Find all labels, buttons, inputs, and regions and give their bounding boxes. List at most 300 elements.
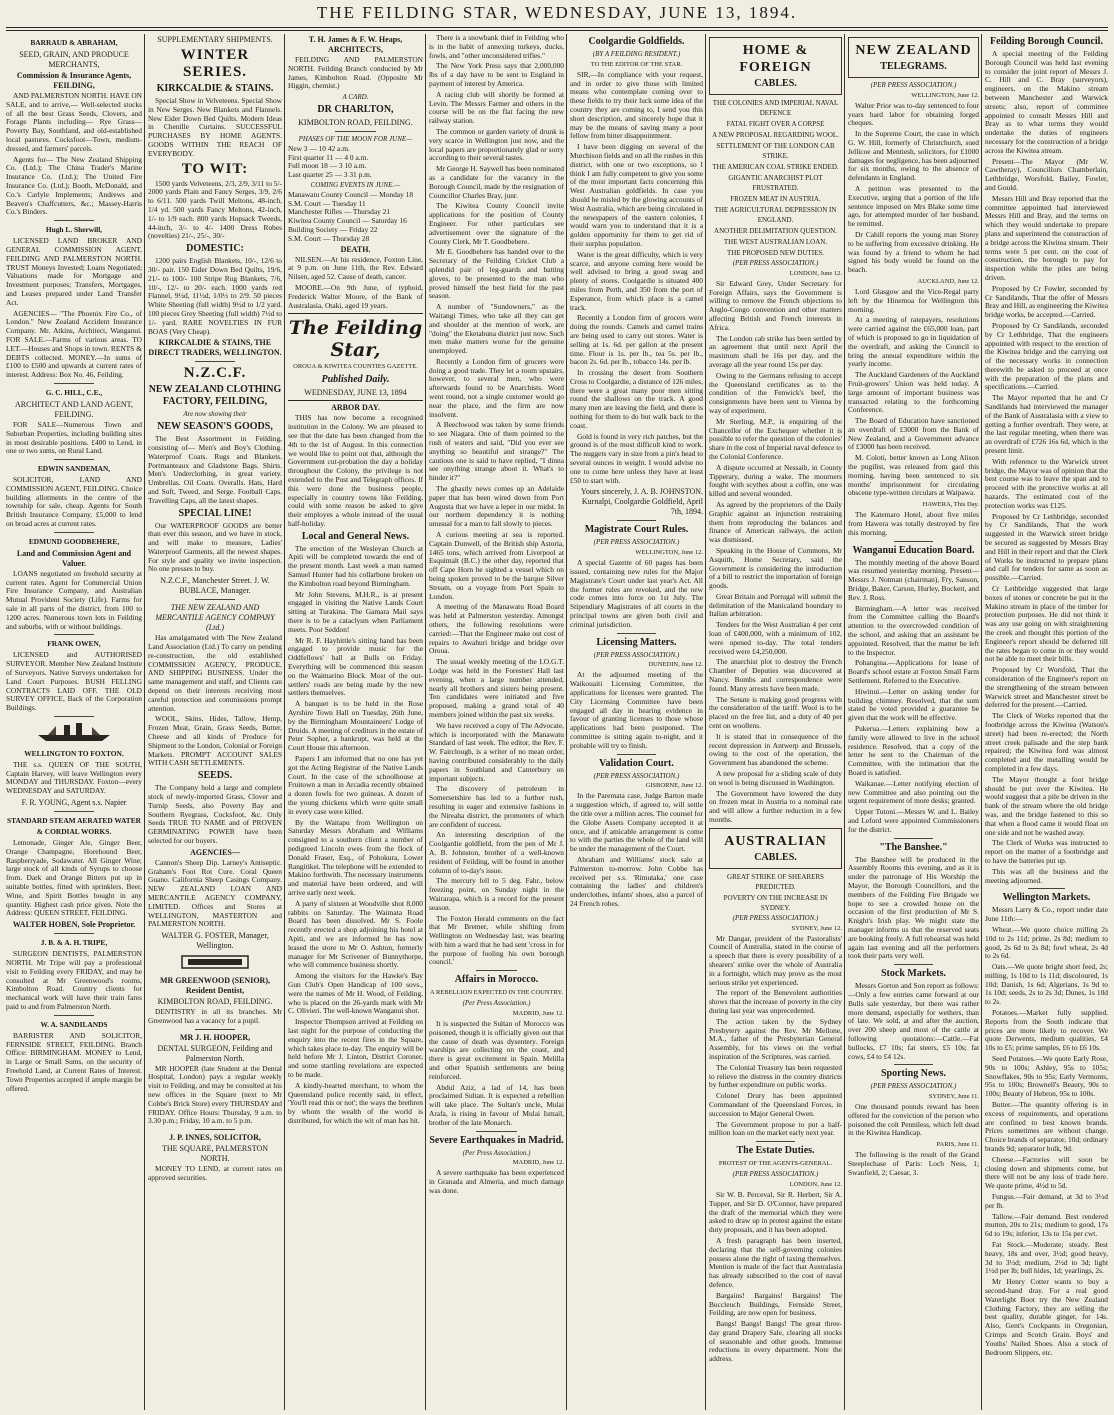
australian-source: (PER PRESS ASSOCIATION.) xyxy=(732,913,819,922)
nzcf-text: The Best Assortment in Feilding, consisting of— Men's and Boy's Clothing. Waterproof Coats. Rugs and Blankets. Portmanteaux and Gladstone Bags. Shirts. Men's Underclothing, in great variety. Umbrellas. Oil Coats. Overalls. Hats, Hard and Soft, Tweed, and Serge. Football Caps. Travelling Caps, all the latest shapes. xyxy=(148,434,282,505)
sporting-dateline: SYDNEY, June 11. xyxy=(928,1093,979,1101)
divider xyxy=(1028,888,1065,889)
borough-council-text: This was all the business and the meeting adjourned. xyxy=(985,866,1108,885)
wellington-markets-text: Seed Potatoes.—We quote Early Rose, 90s to 100s; Ashley, 95s to 105s; Snowflakes, 90s to 95s; Early Vermonts, 95s to 100s; Brownell's Beauty, 90s to 100s; Beauty of Hebron, 95s to 100s. xyxy=(985,1054,1108,1099)
coming-event-row: Kiwitea County Council — Saturday 16 xyxy=(288,216,407,226)
coming-events-title: COMING EVENTS IN JUNE.— xyxy=(310,180,401,189)
death-notice: MOORE.—On 9th June, of typhoid, Frederick Walter Moore, of the Bank of Australasia, Otaki, aged 19 years. xyxy=(288,282,423,310)
newspaper-title: The Feilding Star, xyxy=(288,317,423,362)
news-item: An interesting description of the Coolgardie goldfield, from the pen of Mr J. A. B. Johnston, brother of a well-known resident of Feilding, will be found in another column of to-day's issue. xyxy=(429,830,564,875)
wellington-markets-text: Potatoes.—Market fully supplied. Reports from the South indicate that prices are more likely to recover. We quote Derwents, medium qualities, £4 10s to £5; prime samples, £6 to £6 10s. xyxy=(985,1008,1108,1053)
cable-text: It is stated that in consequence of the recent depression in Antwerp and Brussels, owing to the cost of the operation, the Government has abandoned the scheme. xyxy=(709,731,842,768)
hooper-text: MR HOOPER (late Student at the Dental Hospital, London) pays a regular weekly visit to Feilding, and may be consulted at his new offices in the Square (next to Mr Cobbe's Brick Store) every THURSDAY and FRIDAY. Office Hours: Thursday, 9 a.m. to 3.30 p.m.; Friday, 10 a.m. to 5 p.m. xyxy=(148,1063,282,1126)
wellington-markets-text: Tallow.—Fair demand. Best rendered mutton, 20s to 21s; medium to good, 17s 6d to 19s; inferior, 13s to 15s per cwt. xyxy=(985,1211,1108,1239)
hooper-subtitle: DENTAL SURGEON, Feilding and Palmerston North. xyxy=(157,1043,273,1063)
ad-sherwill-title: Hugh L. Sherwill, xyxy=(45,225,103,235)
masthead-rule-bottom xyxy=(6,30,1108,31)
telegram-text: The Board of Education have sanctioned an overdraft of £3000 from the Bank of New Zealand, and a Government advance of £3000 has been received. xyxy=(848,416,979,452)
estate-duties-text: Bangs! Bangs! Bangs! The great three-day grand Drapery Sale, clearing all stocks of seasonable and other goods. Immense reductions in every department. Note the address. xyxy=(709,1319,842,1364)
morocco-text: Abdul Aziz, a lad of 14, has been proclaimed Sultan. It is expected a rebellion will take place. The Sultan's uncle, Mulai Arafa, is rising in favour of Mulai Ismail, brother of the late Monarch. xyxy=(429,1082,564,1127)
morocco-subtitle: A REBELLION EXPECTED IN THE COUNTRY. xyxy=(429,989,563,997)
news-item: The Kiwitea County Council invite applications for the position of County Engineer. For other particulars see advertisement over the signature of the County Clerk, Mr T. Goodbehere. xyxy=(429,201,564,246)
news-item: A curious meeting at sea is reported. Captain Dunwell, of the British ship Astoria, 1465 tons, which arrived from Liverpool at Esquimalt (B.C.) the other day, reported that off Cape Horn he sighted a vessel which on being spoken proved to be the barque Silver Stream, on a voyage from Port Spain to London. xyxy=(429,530,564,601)
dentist-sign-icon xyxy=(148,954,282,973)
divider xyxy=(476,1131,517,1132)
coolgardie-text: I have been digging on several of the Murchison fields and on all the rushes in this district, with one or two exceptions, so I think I am fully competent to give you some of the most important facts concerning this West Australian goldfields. In case you should be misled by the glowing accounts of West Australia, which are being circulated in the newspapers of the eastern colonies, I would warn you to understand that it is a golden opportunity for them to get rid of their surplus population. xyxy=(570,142,703,248)
validation-text: In the Paremata case, Judge Barton made a suggestion which, if agreed to, will settle the title over a million acres. The counsel for the Globe Assets Company accepted it at once, and if amicable arrangement is come to with the parties the whole of the land will be under the management of the Court. xyxy=(570,791,703,854)
cable-text: The Government have lowered the duty on frozen meat in Austria to a nominal rate and will allow a further reduction in a few months. xyxy=(709,788,842,825)
news-item: A Beechwood was taken by some friends to see Niagara. One of them pointed to the rush of waters and said, "Did you ever see anything so beautiful and strange?" The cautious one is said to have replied, "I dinna see onything strange aboot it. What's to hinder it?" xyxy=(429,420,564,483)
borough-council-text: Proposed by Cr Lethbridge, seconded by Cr Sandilands, That the work suggested in the Warwick street bridge be secured as suggested by Messrs Bray and Hill in their report and that the Clerk of Works be instructed to prepare plans and call for tenders for same as soon as possible.—Carried. xyxy=(985,511,1108,583)
coming-event-row: Building Society — Friday 22 xyxy=(288,224,378,234)
cable-text: Mr Sterling, M.P., is enquiring of the Chancellor of the Exchequer whether it is possible to refer the question of the colonies' share in the cost of Imperial naval defence to the Colonial Conference. xyxy=(709,416,842,461)
home-foreign-banner xyxy=(709,37,842,95)
earthquakes-text: A severe earthquake has been experienced in Granada and Almeria, and much damage was done. xyxy=(429,1168,564,1196)
architects-text: FEILDING AND PALMERSTON NORTH. Feilding Branch conducted by Mr James, Kimbolton Road. (Opposite Mr Higgin, chemist.) xyxy=(288,55,423,91)
ad-foxton-title: WELLINGTON TO FOXTON. xyxy=(24,748,124,758)
cable-headline: THE AMERICAN COAL STRIKE ENDED. xyxy=(712,163,839,171)
cable-headline: THE PROPOSED NEW DUTIES. xyxy=(726,249,825,257)
card-label: A CARD. xyxy=(342,93,369,102)
newspaper-subtitle: OROUA & KIWITEA COUNTIES GAZETTE. xyxy=(293,363,418,371)
telegram-text: A petition was presented to the Executive, urging that a portion of the life sentence imposed on Mrs Blake some time ago, for attempted murder of her husband, be remitted. xyxy=(848,183,979,229)
dr-charlton-address: KIMBOLTON ROAD, FEILDING. xyxy=(298,117,413,127)
divider xyxy=(54,933,95,934)
news-item: Mr E. Goodbehere has handed over to the Secretary of the Feilding Cricket Club a splendid pair of leg-guards and batting gloves, to be presented to the man who proved himself the best field for the past season. xyxy=(429,247,564,301)
news-item: A meeting of the Manawatu Road Board was held at Palmerston yesterday. Amongst others, the following resolutions were carried:—That the Engineer make out cost of repairs to Awahuri bridge and bridge over Oroua. xyxy=(429,602,564,656)
nzcf-sign: N.Z.C.F., Manchester Street. J. W. BUBLACE, Manager. xyxy=(160,576,270,596)
news-item: The discovery of petroleum in Somersetshire has led to a further rush, resulting in eager and extensive fashions in the Nireaha district, the promoters of which are confident of success. xyxy=(429,784,564,829)
morocco-source: (Per Press Association.) xyxy=(462,999,531,1008)
licensing-text: At the adjourned meeting of the Waikouaiti Licensing Committee, the applications for licenses were granted. The City Licensing Committee have been engaged all day in hearing evidence in favour of granting licenses to those whose applications had been postponed. The committee is sitting again to-night, and it probable will try to finish. xyxy=(570,670,703,750)
cables-dateline: LONDON, June 12. xyxy=(789,269,842,277)
hooper-title: MR J. H. HOOPER, xyxy=(179,1032,251,1042)
estate-duties-text: Bargains! Bargains! Bargains! The Buccleuch Buildings, Fernside Street, Feilding, are now open for business. xyxy=(709,1290,842,1318)
wellington-markets-title: Wellington Markets. xyxy=(1002,892,1091,904)
divider xyxy=(54,634,95,635)
dr-charlton-title: DR CHARLTON, xyxy=(317,103,394,115)
estate-duties-title: The Estate Duties. xyxy=(736,1145,815,1157)
telegrams-source: (PER PRESS ASSOCIATION.) xyxy=(870,81,957,89)
supplementary-label: SUPPLEMENTARY SHIPMENTS. xyxy=(157,35,273,44)
wanganui-board-text: Waikanae.—Letter notifying election of new Committee and also pointing out the urgent requirement of more desks; granted. xyxy=(848,778,979,806)
nzcf-heading: NEW ZEALAND CLOTHING FACTORY, FEILDING, xyxy=(148,384,282,408)
innes-text: MONEY TO LEND, at current rates on approved securities. xyxy=(148,1164,282,1182)
borough-council-text: Present—The Mayor (Mr W. Cawtheray), Councillors Chamberlain, Lethbridge, Worsfold, Bailey, Fowler, and Gould. xyxy=(985,156,1108,192)
column-5 xyxy=(566,34,703,1410)
coolgardie-title: Coolgardie Goldfields. xyxy=(588,36,685,47)
special-line-text: Our WATERPROOF GOODS are better than ever this season, and we have in stock, and will make to measure, Ladies' Waterproof Garments, all the newest shapes. For style and quality we invite inspection. No one presses to buy. xyxy=(148,520,282,574)
moon-phase-row: Full moon 18 — 3 10 a.m. xyxy=(288,161,367,171)
cable-headline: GREAT STRIKE OF SHEARERS PREDICTED. xyxy=(727,872,824,891)
divider xyxy=(288,400,423,401)
news-item: Mr George H. Saywell has been nominated as a candidate for the vacancy in the Borough Council, made by the resignation of Councillor Charles Bray, junr. xyxy=(429,164,564,200)
sporting-dateline: PARIS, June 11. xyxy=(936,1141,979,1149)
telegram-text: Lord Glasgow and the Vice-Regal party left by the Hinemoa for Wellington this morning. xyxy=(848,286,979,314)
borough-council-text: A special meeting of the Feilding Borough Council was held last evening to consider the joint report of Messrs J. C. Hill and C. Bray (surveyors), engineers, on the Makino stream between Manchester and Warwick streets; also, report of committee appointed to consult Messrs Hill and Bray as to what terms they would undertake the duties of engineers necessary for the construction of a bridge across the Kiwitea stream. xyxy=(985,49,1108,155)
borough-council-text: Proposed by Cr Worsfold, That the consideration of the Engineer's report on the strengthening of the stream between Warwick street and Manchester street be deferred for the present.—Carried. xyxy=(985,665,1108,710)
divider xyxy=(54,220,95,221)
local-news-text: Papers I am informed that no one has yet got the Acting Registrar of the Native Lands Court. In the case of the schoolhouse at Fruitown a man in Arcadia recently obtained a dozen fowls for two guineas. A dozen of the young chickens which were quite small in every case were killed. xyxy=(288,754,423,816)
cable-headline: FROZEN MEAT IN AUSTRIA. xyxy=(730,195,821,203)
cable-text: Owing to the Germans refusing to accept the Queensland certificates as to the condition of the Fenwick's beef, the consignments have been sent to Vienna by way of experiment. xyxy=(709,370,842,415)
page-columns xyxy=(6,34,1108,1410)
ad-foxton-text: THE s.s. QUEEN OF THE SOUTH, Captain Harvey, will leave Wellington every MONDAY and THURSDAY. Foxton—every WEDNESDAY and SATURDAY. xyxy=(6,759,142,796)
cable-text: A dispute occurred at Nessaib, in County Tipperary, during a wake. The mourners fought with scythes about a coffin, one was killed and several wounded. xyxy=(709,462,842,499)
borough-council-title: Feilding Borough Council. xyxy=(990,36,1103,47)
moon-phase-row: Last quarter 25 — 3 31 p.m. xyxy=(288,170,372,180)
ad-owen-text: LICENSED and AUTHORISED SURVEYOR. Member New Zealand Institute of Surveyors. Native Surveys undertaken for Land Court Purposes. BUSH FELLING CONTRACTS LAID OFF. THE OLD SURVEY OFFICE, Back of the Corporation Buildings. xyxy=(6,650,142,713)
ad-sherwill-text: LICENSED LAND BROKER AND GENERAL COMMISSION AGENT, FEILDING AND PALMERSTON NORTH. TRUST Moneys Invested; Loans Negotiated; Valuations made for Mortgage and Investment purposes; Transfers, Mortgages, and Leases prepared under Land Transfer Act. xyxy=(6,236,142,307)
ad-sandeman-text: SOLICITOR, LAND AND COMMISSION AGENT, FEILDING. Choice building allotments in the centre of the township for sale, cheap. Agents for South British Insurance Company. £5,000 to lend on broad acres at current rates. xyxy=(6,475,142,529)
morocco-dateline: MADRID, June 12. xyxy=(512,1010,564,1018)
steamship-icon xyxy=(6,720,142,745)
column-7 xyxy=(844,34,979,1410)
special-line-title: SPECIAL LINE! xyxy=(178,507,252,519)
licensing-source: (PER PRESS ASSOCIATION.) xyxy=(593,650,680,659)
wanganui-board-text: Birmingham.—A letter was received from the Committee calling the Board's attention to the overcrowded condition of the school, and asking that an assistant be appointed. Resolved, that the matter be left to the Inspector. xyxy=(848,603,979,657)
validation-dateline: GISBORNE, June 12. xyxy=(645,782,703,790)
home-foreign-title: HOME & FOREIGN xyxy=(739,43,812,75)
news-item: There is a snowbank thief in Feilding who is in the habit of annexing turkeys, ducks, fowls, and "other unconsidered trifles." xyxy=(429,34,564,60)
telegram-text: The Auckland Gardeners of the Auckland Fruit-growers' Union was held today. A large amount of important business was transacted relating to the forthcoming Conference. xyxy=(848,370,979,415)
divider xyxy=(195,599,235,600)
telegrams-label: TELEGRAMS. xyxy=(880,61,947,72)
estate-duties-text: Sir W. B. Perceval, Sir R. Herbert, Sir A. Tupper, and Sir D. O'Connor, have prepared the draft of the memorial which they were asked to draw up in protest against the estate duty proposals, and it has been adopted. xyxy=(709,1189,842,1235)
coolgardie-byline: (BY A FEILDING RESIDENT.) xyxy=(592,50,681,58)
ad-goodbehere-text: LOANS negotiated on freehold security at current rates. Agent for Commercial Union Fire Insurance Company, and Australian Mutual Provident Society (Life). Farms for sale in all parts of the district, from 100 to 1200 acres. Numerous town lots in Feilding and suburbs, with or without buildings. xyxy=(6,568,142,631)
telegrams-dateline: HAWERA, This Day. xyxy=(922,501,979,509)
ad-owen-title: FRANK OWEN, xyxy=(47,639,101,649)
morocco-title: Affairs in Morocco. xyxy=(454,974,539,986)
ad-goodbehere-subtitle: Land and Commission Agent and Valuer. xyxy=(16,548,132,568)
borough-council-text: The Clerk of Works reported that the footbridge across the Kiwitea (Watson's street) had been re-erected; the North street creek palisade and the step bank repaired; the Kiwitea ford was almost completed and the metalling would be completed in a few days. xyxy=(985,711,1108,773)
wanganui-board-text: The monthly meeting of the above Board was resumed yesterday morning. Present—Messrs J. Notman (chairman), Fry, Sanson, Bridge, Baker, Carson, Hurley, Bockett, and Rev. J. Ross. xyxy=(848,557,979,602)
earthquakes-source: (Per Press Association.) xyxy=(462,1148,531,1157)
cable-text: The anarchist plot to destroy the French Chamber of Deputies was discovered at Nancy. Bombs and correspondence were found. Many arrests have been made. xyxy=(709,657,842,693)
masthead: THE FEILDING STAR, WEDNESDAY, JUNE 13, 1894. xyxy=(316,3,798,22)
masthead-rule-top xyxy=(6,27,1108,28)
agencies-sign: WALTER G. FOSTER, Manager, Wellington. xyxy=(161,931,269,951)
cable-text: Speaking in the House of Commons, Mr Asquith, Home Secretary, said the Government is considering the introduction of a bill to restrict the importation of foreign goods. xyxy=(709,545,842,591)
published-daily: Published Daily. xyxy=(321,374,390,386)
to-wit-text: 1500 yards Velveteens, 2/3, 2/9, 3/11 to 5/- 2000 yards Plain and Fancy Serges, 3/9, 2/6 to 6/11. 500 yards Twill Meltons, 48-inch, 1/4 yd. 500 yards Fancy Meltons, 42-inch, 1/- to 1/9 each. 800 yards Hopsack Tweeds, 44-inch, 3/- to 4/- 1400 Dress Robes (novelties) 21/-, 25/-, 30/- xyxy=(148,178,282,241)
cable-text: The London cab strike has been settled by an agreement that until next April the maximum shall be 16s per day, and the average all the year round 15s per day. xyxy=(709,333,842,369)
nzcf-title: N.Z.C.F. xyxy=(183,365,247,382)
nz-telegrams-banner xyxy=(848,37,979,78)
local-news-text: A kindly-hearted merchant, to whom the Queensland police recently said, in effect, 'You'll read this or not'; the ways the brethren by whom the wealth of the world is distributed, for which the wit of man has hit. xyxy=(288,1080,423,1125)
local-news-text: Mr R. F. Hayhittle's sitting hand has been engaged to provide music for the Oddfellows' ball at Bulls on Friday. Everything will be commenced this season on the Waimarino Block. Most of the out-settlers' roads are being made by the new settlers themselves. xyxy=(288,635,423,698)
divider xyxy=(894,541,933,542)
cable-text: Sir Edward Grey, Under Secretary for Foreign Affairs, says the Government is willing to remove the French objections to Anglo-Congo convention and other matters affecting British and French interests in Africa. xyxy=(709,278,842,332)
nzmla-title: THE NEW ZEALAND AND MERCANTILE AGENCY COMPANY (Ltd.) xyxy=(155,603,275,633)
divider xyxy=(894,838,933,839)
coming-event-row: Manchester Rifles — Thursday 21 xyxy=(288,207,391,217)
moon-phases-title: PHASES OF THE MOON FOR JUNE— xyxy=(298,134,413,143)
morocco-text: It is suspected the Sultan of Morocco was poisoned, though it is officially given out that the cause of death was dysentery. Foreign warships are collecting on the coast, and there is great excitement in Spain. Melilla and other Spanish settlements are being reinforced. xyxy=(429,1019,564,1081)
divider xyxy=(756,1141,796,1142)
stock-markets-text: Messrs Gorton and Son report as follows:—Only a few entries came forward at our Bulls sale yesterday, but there was rather more demand, especially for wethers, than of late. We sold, at and after the auction, over 200 sheep and most of the cattle at following quotations:—Cattle.—Fat bullocks, £7 10s; fat steers, £5 10s; fat cows, £4 to £4 12s. xyxy=(848,981,979,1061)
local-news-text: Mr John Stevens, M.H.R., is at present engaged in visiting the Native Lands Court sitting at Turakina. The Gamara Mail says there is to be a cataclysm when Parliament meets. Poor Seddon! xyxy=(288,589,423,634)
magistrate-title: Magistrate Court Rules. xyxy=(584,524,689,536)
divider xyxy=(195,1029,235,1030)
borough-council-text: The Mayor reported that he and Cr Sandilands had interviewed the manager of the Bank of Australasia with a view to getting a further overdraft. They were, at the last regular meeting, when there was an overdraft of £726 16s 6d, which is the present limit. xyxy=(985,393,1108,456)
news-item: The ghastly news comes up an Adelaide paper that has been wired down from Port Augusta that we have a leper in our midst. In our northern dependency it is nothing unusual for a man to fall slowly to pieces. xyxy=(429,484,564,529)
moon-phase-row: New 3 — 10 42 a.m. xyxy=(288,143,350,153)
cable-headline: FATAL FIGHT OVER A CORPSE xyxy=(726,120,825,128)
cable-headline: THE WEST AUSTRALIAN LOAN. xyxy=(723,238,828,246)
cable-headline: SETTLEMENT OF THE LONDON CAB STRIKE. xyxy=(716,142,835,160)
australian-text: Colonel Drury has been appointed Commandant of the Queensland Forces, in succession to Major General Owen. xyxy=(709,1091,842,1118)
column-2 xyxy=(144,34,282,1410)
ad-tripe-title: J. B. & A. H. TRIPE, xyxy=(40,938,108,948)
coolgardie-text: Water is the great difficulty, which is very scarce, and anyone coming here would be well advised to bring a good swag and plenty of stores. Coolgardie is situated 400 miles from Perth, and 350 from the port of Esperance, from which place is a camel track. xyxy=(570,249,703,312)
borough-council-text: Proposed by Cr Sandilands, seconded by Cr Lethbridge, That the engineers appointed with respect to the erection of the Kiwitea bridge and the carrying out of the necessary works in connection therewith be asked to proceed at once with the preparation of the plans and specifications.—Carried. xyxy=(985,320,1108,392)
australian-text: Mr Dangar, president of the Pastoralists' Council of Australia, stated in the course of a speech that there is every possibility of a shearers' strike over the whole of Australia in a fortnight, which may prove as the most serious strike yet experienced. xyxy=(709,933,842,987)
coolgardie-text: SIR,—In compliance with your request, and in order to give those with limited means who contemplate coming over to these fields to try their luck some idea of the country they are coming to, I send you this short description, and sincerely hope that it may be the means of saving many a poor fellow from bitter disappointment. xyxy=(570,69,703,141)
column-4 xyxy=(425,34,564,1410)
estate-duties-subtitle: PROTEST OF THE AGENTS-GENERAL. xyxy=(718,1160,833,1168)
telegram-text: Dr Cahill reports the young man Storey to be suffering from excessive drinking. He was found by a friend to whom he had signed his body would be found on the beach. xyxy=(848,229,979,275)
coolgardie-text: Gold is found in very rich patches, but the ground is of the most difficult kind to work. The nuggets vary in size from a pin's head to several ounces in weight. I would advise no one to come here unless they have at least £50 to start with. xyxy=(570,431,703,485)
magistrate-source: (PER PRESS ASSOCIATION.) xyxy=(593,538,680,547)
nzcf-season: NEW SEASON'S GOODS, xyxy=(157,421,273,433)
arbor-day-title: ARBOR DAY. xyxy=(331,403,380,413)
sporting-text: The following is the result of the Grand Steeplechase of Paris: Loch Ness, 1; Swanfield, 2; Caesar, 3. xyxy=(848,1150,979,1177)
coolgardie-sign: Yours sincerely, J. A. B. JOHNSTON. Kurnalpi, Coolgardie Goldfield, April 7th, 1894. xyxy=(580,487,703,517)
validation-title: Validation Court. xyxy=(599,757,674,769)
validation-source: (PER PRESS ASSOCIATION.) xyxy=(593,771,680,780)
divider xyxy=(894,964,933,965)
divider xyxy=(894,1064,933,1065)
borough-council-text: With reference to the Warwick street bridge, the Mayor was of opinion that the best course was to leave the span and to proceed with the protective works at all hazards. The estimated cost of the protection works was £125. xyxy=(985,456,1108,510)
local-news-title: Local and General News. xyxy=(301,530,410,542)
australian-title: AUSTRALIAN xyxy=(724,833,827,849)
nz-telegrams-title: NEW ZEALAND xyxy=(855,43,972,58)
sporting-text: One thousand pounds reward has been offered for the conviction of the person who poisoned the colt Penniless, which fell dead in the Kiwitea Handicap. xyxy=(848,1102,979,1138)
cable-headline: GIGANTIC ANARCHIST PLOT FRUSTRATED. xyxy=(728,174,823,192)
licensing-title: Licensing Matters. xyxy=(596,636,677,648)
ad-barraud-subtitle: SEED, GRAIN, AND PRODUCE MERCHANTS, xyxy=(19,50,129,69)
seeds-text: The Company hold a large and complete stock of newly-imported Grass, Clover and Turnip Seeds, also Poverty Bay and Southern Ryegrass, Cocksfoot, &c. Only Seeds TRUE TO NAME and of PROVEN GERMINATING POWER have been selected for our buyers. xyxy=(148,783,282,846)
domestic-title: DOMESTIC: xyxy=(186,243,244,255)
divider xyxy=(54,459,95,460)
wellington-markets-text: Fungus.—Fair demand, at 3d to 3½d per lb. xyxy=(985,1192,1108,1210)
australian-text: The Government propose to put a half-million loan on the market early next year. xyxy=(709,1119,842,1138)
local-news-text: A banquet is to be held in the Rose Ayrshire Town Hall on Tuesday, 26th June, by the Birmingham Mountaineers' Lodge of Druids. A meeting of creditors in the estate of Peter Sopher, a bankrupt, was held at the Court House this afternoon. xyxy=(288,699,423,753)
cable-text: Great Britain and Portugal will submit the delimitation of the Manicaland boundary to Italian arbitration. xyxy=(709,591,842,619)
australian-cables-label: CABLES. xyxy=(754,851,797,863)
column-3 xyxy=(284,34,423,1410)
cables-label: CABLES. xyxy=(754,78,797,89)
ad-hill-title: G. C. HILL, C.E., xyxy=(45,387,103,397)
earthquakes-title: Severe Earthquakes in Madrid. xyxy=(429,1134,564,1146)
wellington-markets-text: Butter.—The quantity offering is in excess of requirements, and operations are confined to best known brands. Prices sometimes are without change. Choice brands of separator, 10d; ordinary brands 9d; separator bulk, 9d. xyxy=(985,1100,1108,1154)
banshee-text: The Banshee will be produced in the Assembly Rooms this evening, and as it is under the patronage of His Worship the Mayor, the Borough Councillors, and the members of the Feilding Fire Brigade we hope to see a crowded house on the occasion of the first production of Mr S. Knight's Irish play. We might state the manager informs us that the reserved seats are booking freely. A full rehearsal was held again last evening and all the performers took their parts very well. xyxy=(848,854,979,961)
local-news-text: A party of sixteen at Woodville shot 8,000 rabbits on Saturday. The Waimata Road Board has been dissolved. Mr S. Foole recently erected a shop adjoining his hotel at Apiti, and we are informed he has now leased the store to Mr O. Ashton, formerly manager for Mr Scrivener of Bunnythorpe, who will commence business shortly. xyxy=(288,898,423,970)
death-notice: NILSEN.—At his residence, Foxton Line, at 9 p.m. on June 11th, the Rev. Edward Nilsen, aged 52. Cause of death, cancer. xyxy=(288,254,423,282)
innes-address: THE SQUARE, PALMERSTON NORTH. xyxy=(161,1144,268,1164)
wanganui-board-text: Pohangina.—Applications for lease of Board's school estate at Foxton Small Farm Settlement. Referred to the Executive. xyxy=(848,658,979,686)
australian-banner xyxy=(709,828,842,869)
ad-barraud-title: BARRAUD & ABRAHAM, xyxy=(30,38,118,47)
borough-council-text: The Mayor thought a foot bridge should be put over the Kiwitea. He would suggest that a pile be driven in the bank of the stream where the old bridge was, and the bridge fastened to this so that when a flood came it would float on one side and not be washed away. xyxy=(985,774,1108,837)
ad-goodbehere-title: EDMUND GOODBEHERE, xyxy=(28,536,120,546)
cable-text: A new proposal for a sliding scale of duty on wool is being discussed in Washington. xyxy=(709,769,842,787)
ad-hill-text: FOR SALE—Numerous Town and Suburban Properties, including building sites in most desirable positions. £400 to Lend, in one or two sums, on Rural Land. xyxy=(6,419,142,456)
estate-duties-source: (PER PRESS ASSOCIATION.) xyxy=(732,1170,819,1179)
divider xyxy=(54,1015,95,1016)
ad-barraud-subtitle-2: Commission & Insurance Agents, FEILDING, xyxy=(16,71,132,90)
ad-aerated-title: STANDARD STEAM AERATED WATER & CORDIAL WORKS. xyxy=(7,816,141,837)
cable-headline: ANOTHER DELIMITATION QUESTION. xyxy=(714,227,837,235)
cables-source: (PER PRESS ASSOCIATION.) xyxy=(732,259,819,267)
divider xyxy=(195,1129,235,1130)
cable-text: Tenders for the West Australian 4 per cent loan of £400,000, with a minimum of 102, were opened to-day. The total tenders received were £4,250,000. xyxy=(709,620,842,656)
cable-headline: A NEW PROPOSAL REGARDING WOOL. xyxy=(712,131,839,139)
ad-foxton-sign: F. R. YOUNG, Agent s.s. Napier xyxy=(21,798,127,808)
wanganui-board-text: Upper Tutoni.—Messrs W. and L. Bailey and Leford were appointed Commissioners for the district. xyxy=(848,807,979,834)
ad-aerated-sign: WALTER HOBEN, Sole Proprietor. xyxy=(12,920,136,930)
licensing-dateline: DUNEDIN, June 12. xyxy=(648,661,703,669)
divider xyxy=(617,633,657,634)
borough-council-text: Proposed by Cr Fowler, seconded by Cr Sandilands, That the offer of Messrs Bray and Hill, as engineering the Kiwitea bridge works, be accepted.—Carried. xyxy=(985,283,1108,320)
divider xyxy=(617,520,657,521)
ad-barraud-agents: Agents for— The New Zealand Shipping Co. (Ltd.); The China Trader's Marine Insurance Co. (Ltd.); The United Fire Insurance Co. (Ltd.); Booth, McDonald, and Co.'s Carlyle Implements; Andrews and Beaven's Chaffcutters, &c.; Massey-Harris Co.'s Binders. xyxy=(6,154,142,217)
estate-duties-text: A fresh paragraph has been inserted, declaring that the self-governing colonies possess alone the right of taxing themselves. Mention is made of the fact that Australasia has already subscribed to the cost of naval defence. xyxy=(709,1235,842,1289)
earthquakes-dateline: MADRID, June 12. xyxy=(512,1159,564,1167)
australian-text: The Colonial Treasury has been requested to relieve the distress in the country districts by further expenditure on public works. xyxy=(709,1062,842,1090)
cable-headline: THE AGRICULTURAL DEPRESSION IN ENGLAND. xyxy=(714,206,837,224)
magistrate-dateline: WELLINGTON, June 12. xyxy=(635,549,703,557)
ad-aerated-text: Lemonade, Ginger Ale, Ginger Beer, Orange Champagne, Horehound Beer, Raspberryade, Sodawater. All Ginger Wine; large stock of all kinds of Syrups to choose from. Dark and Orange Bitters put up in suitable bottles, fitted with sprinklers. Beer, Wine, and Spirit Bottles bought in any quantity. Highest cash price given. Note the Address: QUEEN STREET, FEILDING. xyxy=(6,838,142,918)
local-news-text: Inspector Thompson arrived at Feilding on last night for the purpose of conducting the enquiry into the recent fires in the Square, which takes place to-day. The enquiry will be held before Mr J. Linton, District Coroner, and some startling revelations are expected to be made. xyxy=(288,1017,423,1079)
divider xyxy=(195,361,235,362)
ad-barraud-text: AND PALMERSTON NORTH. HAVE ON SALE, and to arrive,— Well-selected stocks of all the best Grass Seeds, Clovers, and Forage Plants including— Rye Grass—Poverty Bay, Southland, and old-established local pastures. Cocksfoot—Town, medium-dressed, and farmers' parcels. xyxy=(6,91,142,153)
divider xyxy=(476,970,517,971)
greenwood-title: MR GREENWOOD (SENIOR), Resident Dentist, xyxy=(159,975,270,995)
cable-text: As agreed by the proprietors of the Daily Graphic against an injunction restraining them from reproducing the balances and finance of American railways, the action was dismissed. xyxy=(709,499,842,545)
divider xyxy=(335,131,376,132)
telegram-text: M. Coloti, better known as Long Alison the pugilist, was released from gaol this morning, having been sentenced to six months' imprisonment for circulating obscene type-written circulars at Waipawa. xyxy=(848,453,979,498)
stock-markets-title: Stock Markets. xyxy=(881,968,946,980)
column-1 xyxy=(6,34,142,1410)
issue-date: WEDNESDAY, JUNE 13, 1894 xyxy=(304,388,407,398)
coolgardie-text: In crossing the desert from Southern Cross to Coolgardie, a distance of 126 miles, there were a great many poor men sitting round the shallows on the track. A good many men are leaving the field, and there is nothing for them to do but walk back to the coast. xyxy=(570,368,703,430)
news-item: A racing club will shortly be formed at Levin. The Messrs Farmer and others in the course will be on the flat facing the new railway station. xyxy=(429,89,564,126)
news-item: We have received a copy of The Advocate, which is incorporated with the Manawatu Standard of last week. The editor, the Rev. F. W. Fairclough, is a writer of no mean order, having contributed considerably to the daily papers in Southland and Canterbury on important subjects. xyxy=(429,720,564,783)
wellington-markets-text: Fat Stock.—Moderate; steady. Best heavy, 18s and over, 3½d; good heavy, 3d to 3½d; medium, 2½d to 3d; light 1½d per lb; bull hides, 1d; yearlings, 2s. xyxy=(985,1240,1108,1276)
death-title: DEATH. xyxy=(340,244,371,254)
cable-headline: POVERTY ON THE INCREASE IN SYDNEY. xyxy=(723,893,828,912)
news-item: The New York Press says that 2,000,000 lbs of a day have to be sent to England in payment of interest by America. xyxy=(429,61,564,88)
australian-text: The report of the Benevolent authorities shows that the increase of poverty in the city during last year was unprecedented. xyxy=(709,988,842,1015)
cable-text: The Senate is making good progress with the consideration of the tariff. Wool is to be placed on the free list, and a duty of 40 per cent on woollens. xyxy=(709,694,842,731)
local-news-text: Among the visitors for the Hawke's Bay Gun Club's Open Handicap of 100 sovs., were the names of Mr H. Wood, of Feilding, who is placed on the 26-yards mark with Mr C. Olivieri. The well-known Wanganui shot. xyxy=(288,971,423,1016)
validation-text: Abraham and Williams' stock sale at Palmerston to-morrow. John Cobbe has received per s.s. 'Rimutaka,' one case containing the ladies' and children's underclothes, infants' shoes, also a parcel of 24 French robes. xyxy=(570,854,703,908)
agencies-title: AGENCIES— xyxy=(190,847,240,857)
greenwood-text: DENTISTRY in all its branches. Mr Greenwood has a vacancy for a pupil. xyxy=(148,1006,282,1025)
telegrams-dateline: WELLINGTON, June 12. xyxy=(911,91,979,99)
coming-event-row: Manawatu County Council — Monday 18 xyxy=(288,189,414,199)
borough-council-text: Messrs Hill and Bray reported that the committee appointed had interviewed Messrs Hill and Bray, and the terms on which they would undertake to prepare plans and superintend the construction of a bridge across the Kiwitea stream. Their terms were 5 per cent. on the cost of construction, the borough to pay for inspection while the piles are being driven. xyxy=(985,193,1108,282)
winter-series-title: WINTER SERIES. xyxy=(180,47,250,80)
telegram-text: Walter Prior was to-day sentenced to four years hard labor for obtaining forged cheques. xyxy=(848,100,979,128)
local-news-text: The erection of the Wesleyan Church at Apiti will be completed towards the end of the present month. Last week a man named Samuel Hunter had his collarbone broken on the Kimbolton road beyond Birmingham. xyxy=(288,543,423,588)
agencies-text: Cannon's Sheep Dip. Larney's Antiseptic. Graham's Foot Rot Cure. Coral Queen Guano. California Sheep Casings Company. NEW ZEALAND LOAN AND MERCANTILE AGENCY COMPANY, LIMITED. Offices and Stores at WELLINGTON, MASTERTON and PALMERSTON NORTH. xyxy=(148,857,282,929)
news-item: The common or garden variety of drunk is very scarce in Wellington just now, and the local papers are proportionately glad or sorry according to their several tastes. xyxy=(429,126,564,163)
news-item: The mercury fell to 5 deg. Fahr., below freezing point, on Sunday night in the Wairarapa, which is a record for the present season. xyxy=(429,876,564,912)
innes-title: J. P. INNES, SOLICITOR, xyxy=(169,1133,261,1143)
wellington-markets-text: Cheese.—Factories will soon be closing down and shipments come, but there will not be any loss of trade here. We quote prime, 4½d to 5d. xyxy=(985,1154,1108,1191)
ad-sandilands-title: W. A. SANDILANDS xyxy=(40,1019,108,1029)
telegram-text: The Katemaro Hotel, about five miles from Hawera was totally destroyed by fire this morning. xyxy=(848,510,979,537)
news-item: A number of "Sundowners," as the Waitangi Times, who take all they can get and shoulder at the mention of work, are "doing" the Eketahuna district just now. Such men make matters worse for the genuine unemployed. xyxy=(429,302,564,356)
borough-council-text: Cr Lethbridge suggested that large boxes of stones or concrete be put in the Makino stream in place of the timber for protection purposes. He did not think it was any use going on with straightening the creek and thought this portion of the Engineer's report should be deferred till the rates began to come in or they would not be able to meet their bills. xyxy=(985,584,1108,664)
magistrate-text: A special Gazette of 60 pages has been issued, containing new rules for the Major Magistrate's Court under last year's Act. All the former rules are revoked, and the new code comes into force on 1st July. The Stipendiary Magistrates of all courts in the principal towns are given both civil and criminal jurisdiction. xyxy=(570,558,703,629)
divider xyxy=(617,754,657,755)
nzmla-text: Has amalgamated with The New Zealand Land Association (Ltd.) To carry on pending re-construction, the old established COMMISSION AGENCY, PRODUCE, AND SHIPPING BUSINESS. Under the same management and staff, and Clients can depend on their interests receiving most careful protection and commissions prompt attention. xyxy=(148,633,282,713)
arbor-day-text: THIS has now become a recognised institution in the Colony. We are pleased to see that the date has been changed from the 4th to the 1st of August. In this connection we would like to point out that, although the Government cut-probation the day a holiday throughout the Colony, the privilege is not extended to the Post and Telegraph offices. If this were done the business people, especially in country towns like Feilding, could with some reason be asked to give their employes a whole instead of the usual half-holiday. xyxy=(288,413,423,528)
borough-council-text: The Clerk of Works was instructed to report on the matter of a footbridge and to have the batteries put up. xyxy=(985,838,1108,865)
nzcf-sub: Are now showing their xyxy=(183,410,247,419)
wanganui-board-title: Wanganui Education Board. xyxy=(852,544,975,556)
australian-text: The action taken by the Sydney Presbytery against the Rev. Mr Mellone, M.A., father of the Presbyterian General Assembly, for his views on the verbal inspiration of the Scriptures, was carried. xyxy=(709,1016,842,1061)
kirkcaldie-text: Special Show in Velveteens. Special Show in New Serges. New Blankets and Flannels. New Eider Down Bed Quilts. Modern Ideas in Chenille Curtains. SUCCESSFUL PURCHASES BY HOME AGENTS. GOODS WITHIN THE REACH OF EVERYBODY. xyxy=(148,96,282,158)
ad-tripe-text: SURGEON DENTISTS, PALMERSTON NORTH. Mr Tripe will pay a professional visit to Feilding every FRIDAY, and may be consulted at Mr Greenwood's rooms, Kimbolton Road. Country clients for mechanical work will have their train fares paid to and from Palmerston North. xyxy=(6,949,142,1011)
kirkcaldie-title: KIRKCALDIE & STAINS. xyxy=(156,83,274,94)
news-item: The usual weekly meeting of the I.O.G.T. Lodge was held in the Foresters' Hall last evening, when a large number attended, nearly all brothers and sisters being present. Ten candidates were initiated and five proposed, making a grand total of 40 members joined within the past six weeks. xyxy=(429,657,564,719)
estate-duties-dateline: LONDON, June 12. xyxy=(789,1180,842,1188)
divider xyxy=(288,313,423,314)
wellington-markets-text: Oats.—We quote bright short feed, 2s; milling, 1s 10d to 1s 11d; discoloured, 1s 10d; Danish, 1s 6d; Algerians, 1s 9d to 1s 10d; seeds, 2s to 2s 3d; Dunes, 1s 10d to 2s. xyxy=(985,962,1108,1007)
coolgardie-text: Recently a London firm of grocers were doing the rounds. Camels and camel trains are being used to carry out stores. Water is selling at 1s. 6d. per gallon at the present time. Flour is 1s. per lb., tea 5s. per lb., bacon 2s. 6d. per lb., tobacco 14s. per lb. xyxy=(570,313,703,367)
coming-event-row: S.M. Court — Thursday 28 xyxy=(288,233,370,243)
ad-sandeman-title: EDWIN SANDEMAN, xyxy=(37,464,111,474)
wanganui-board-text: Hiwinui.—Letter on asking tender for building chimney. Resolved, that the sum stated be voted provided a guarantee be given that the work will be effective. xyxy=(848,686,979,723)
divider xyxy=(54,532,95,533)
kirkcaldie-footer: KIRKCALDIE & STAINS, THE DIRECT TRADERS, WELLINGTON. xyxy=(148,338,282,358)
coolgardie-to-editor: TO THE EDITOR OF THE STAR. xyxy=(590,60,683,68)
cable-headline: THE COLONIES AND IMPERIAL NAVAL DEFENCE xyxy=(712,99,839,117)
wellington-markets-text: Mr Henry Cotter wants to buy a second-hand dray. For a real good Waterlight Boot try the New Zealand Clothing Factory, they are selling the best quality, durable ginger, for 14s. Also, Gent's Cockpants in Oregonian, Crimps and Scotch Grain. Boys' and Youths' Nailed Shoes. Also a stock of Bedroom Slippers, etc. xyxy=(985,1277,1108,1357)
greenwood-address: KIMBOLTON ROAD, FEILDING. xyxy=(157,996,273,1006)
coming-event-row: S.M. Court — Tuesday 11 xyxy=(288,198,366,208)
column-6 xyxy=(705,34,842,1410)
telegram-text: In the Supreme Court, the case in which G. W. Hill, formerly of Christchurch, sued Jellicoe and Mentiesh, solicitors, for £1000 damages for negligence, has been adjourned for six months, owing to the absence of defendants in England. xyxy=(848,129,979,183)
ad-sherwill-agencies: AGENCIES— "The Phoenix Fire Co., of London." New Zealand Accident Insurance Company. Mr. Atkins, Architect, Wanganui. FOR SALE.—Farms of various areas. TO LET.—Houses and Shops in town. RENTS & DEBTS collected. MONEY.—In sums of £100 to £500 and upwards at current rates of interest. Address: Box No. 46, Feilding. xyxy=(6,308,142,380)
nzmla-text-2: WOOL, Skins, Hides, Tallow, Hemp, Frozen Meat, Grain, Grass Seeds, Butter, Cheese and all kinds of Produce for Shipment to the London, Colonial or Foreign Markets. PROMPT ACCOUNT SALES WITH CASH SETTLEMENTS. xyxy=(148,714,282,768)
seeds-title: SEEDS. xyxy=(197,770,233,782)
news-item: Recently a London firm of grocers were doing a good trade. They let a room upstairs, however, to several men, who were afterwards found to be Anarchists. Word went round, not a single customer would go near the place, and the firm are now insolvent. xyxy=(429,356,564,419)
banshee-title: "The Banshee." xyxy=(879,841,948,853)
wellington-markets-text: Wheat.—We quote choice milling 2s 10d to 2s 11d; prime, 2s 8d; medium to good, 2s 6d to 2s 8d; fowl wheat, 2s 4d to 2s 6d. xyxy=(985,924,1108,961)
wanganui-board-text: Pukerua.—Letters explaining how a family were allowed to live in the school residence. Resolved, that a copy of the letter be sent to the Chairman of the Committee, with the intimation that the Board is satisfied. xyxy=(848,724,979,777)
column-8 xyxy=(981,34,1108,1410)
wellington-markets-text: Messrs Larry & Co., report under date June 11th:— xyxy=(985,905,1108,924)
divider xyxy=(54,716,95,717)
ad-sandilands-text: BARRISTER AND SOLICITOR, FERNSIDE STREET, FEILDING. Branch Office: BIRMINGHAM. MONEY to Lend, in Large or Small Sums, on the security of Freehold Land, at Current Rates of Interest. Town Properties accepted if ample margin be offered. xyxy=(6,1030,142,1093)
domestic-text: 1200 pairs English Blankets, 10/-, 12/6 to 30/- pair. 150 Eider Down Bed Quilts, 19/6, 21/- to 100/- 100 Stripe Rug Blankets, 7/6, 10/-, 12/- to 20/- each. 1000 yards red Flannel, 9½d, 11½d, 1/0½ to 2/9. 50 pieces White Sheeting (full width) 9½d to 1/2 yard. 100 pieces Grey Sheeting (full width) 7½d to 1/- yard. RARE NOVELTIES IN FUR BOAS (Very Cheap). xyxy=(148,256,282,336)
local-news-text: By the Waitapu from Wellington on Saturday Messrs Abraham and Williams consigned to a southern client a number of pedigreed Lincoln ewes from the flock of Donald Fraser, Esq., of Pohokura, Lower Rangitikei. The telephone will be extended to Makino forthwith. The necessary instruments and material have been ordered, and will arrive early next week. xyxy=(288,817,423,897)
divider xyxy=(54,383,95,384)
telegrams-dateline: AUCKLAND, June 12. xyxy=(917,277,979,285)
news-item: The Foxton Herald comments on the fact that Mr Bremer, while shifting from Wellington on Wednesday last, was bearing with him a ward that he had sent 'cross in for the purpose of fooling his own borough council.' xyxy=(429,913,564,967)
ad-hill-subtitle: ARCHITECT AND LAND AGENT, FEILDING. xyxy=(15,399,133,419)
moon-phase-row: First quarter 11 — 4 0 a.m. xyxy=(288,152,369,162)
sporting-source: (PER PRESS ASSOCIATION.) xyxy=(870,1082,957,1091)
architects-title: T. H. James & F. W. Heaps, ARCHITECTS, xyxy=(308,35,403,54)
